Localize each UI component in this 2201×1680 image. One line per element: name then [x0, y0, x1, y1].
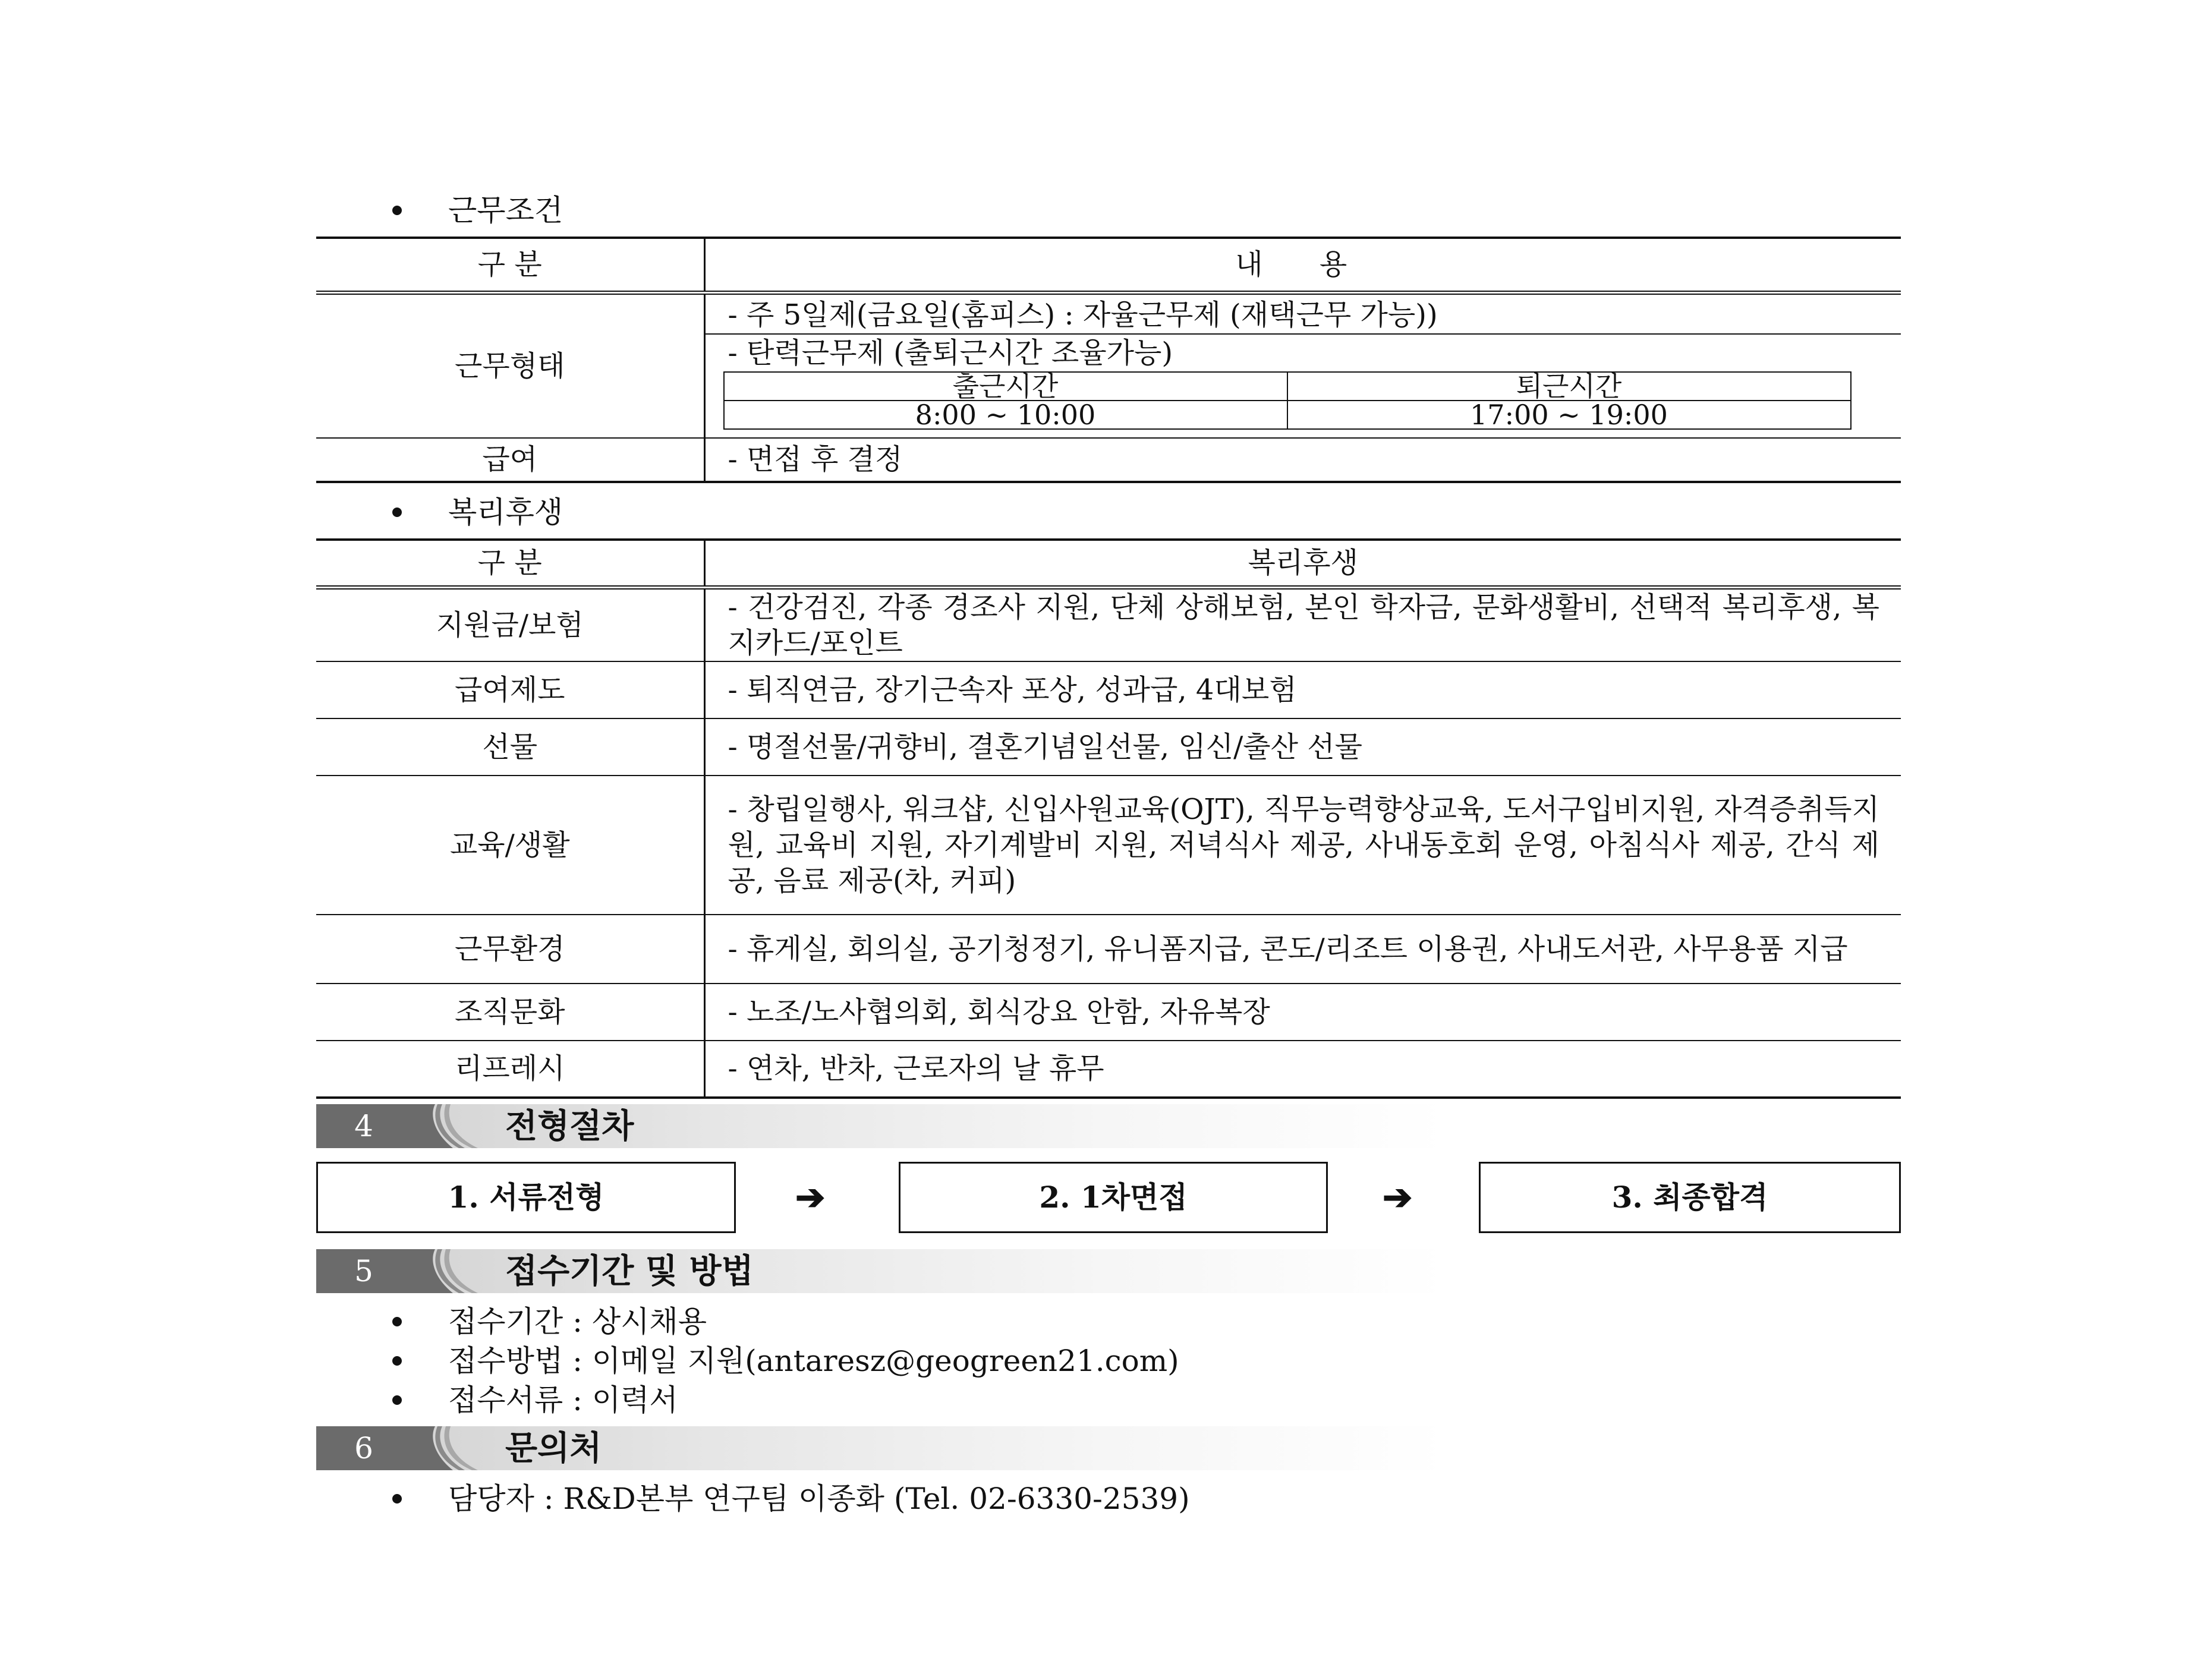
salary-label: 급여 [316, 438, 704, 482]
section-4-title: 전형절차 [505, 1107, 634, 1146]
bullet-icon [392, 1395, 402, 1405]
benefit-label-gift: 선물 [316, 718, 704, 776]
benefits-heading: 복리후생 [392, 494, 563, 530]
salary-value: - 면접 후 결정 [704, 438, 1901, 482]
bullet-icon [392, 206, 402, 215]
work-header-content: 내 용 [704, 238, 1901, 292]
bullet-icon [392, 1494, 402, 1504]
hours-in-value: 8:00 ~ 10:00 [724, 401, 1287, 429]
section-4-number: 4 [316, 1104, 411, 1148]
benefit-value-education: - 창립일행사, 워크샵, 신입사원교육(OJT), 직무능력향상교육, 도서구입비지원, 자격증취득지원, 교육비 지원, 자기계발비 지원, 저녁식사 제공, 사내동호회 운영, 아침식사 제공, 간식 제공, 음료 제공(차, 커피) [704, 776, 1901, 915]
apply-documents: 접수서류 : 이력서 [392, 1382, 678, 1418]
benefits-table [316, 538, 1901, 1099]
work-type-content [704, 292, 1901, 438]
step-first-interview: 2. 1차면접 [899, 1162, 1328, 1233]
section-6-header [316, 1426, 1446, 1470]
step-document-screening: 1. 서류전형 [316, 1162, 736, 1233]
hours-in-label: 출근시간 [724, 372, 1287, 401]
apply-period: 접수기간 : 상시채용 [392, 1304, 707, 1339]
benefit-label-support: 지원금/보험 [316, 587, 704, 661]
section-6-title: 문의처 [505, 1429, 602, 1468]
bullet-icon [392, 1317, 402, 1326]
benefit-value-pay: - 퇴직연금, 장기근속자 포상, 성과급, 4대보험 [704, 661, 1901, 718]
work-conditions-table [316, 237, 1901, 483]
benefit-label-pay: 급여제도 [316, 661, 704, 718]
benefits-header-content: 복리후생 [704, 540, 1901, 587]
section-swoosh-icon [411, 1104, 500, 1148]
work-conditions-heading: 근무조건 [392, 193, 563, 228]
section-swoosh-icon [411, 1426, 500, 1470]
hours-table [723, 371, 1852, 430]
benefit-value-support: - 건강검진, 각종 경조사 지원, 단체 상해보험, 본인 학자금, 문화생활비, 선택적 복리후생, 복지카드/포인트 [704, 587, 1901, 661]
benefits-header-category: 구 분 [316, 540, 704, 587]
benefit-value-refresh: - 연차, 반차, 근로자의 날 휴무 [704, 1041, 1901, 1098]
step-final-pass: 3. 최종합격 [1479, 1162, 1901, 1233]
work-header-category: 구 분 [316, 238, 704, 292]
work-type-line1: - 주 5일제(금요일(홈피스) : 자율근무제 (재택근무 가능)) [706, 297, 1901, 335]
benefit-label-education: 교육/생활 [316, 776, 704, 915]
benefit-value-environment: - 휴게실, 회의실, 공기청정기, 유니폼지급, 콘도/리조트 이용권, 사내도서관, 사무용품 지급 [704, 915, 1901, 984]
bullet-icon [392, 508, 402, 517]
section-4-header [316, 1104, 1446, 1148]
benefit-label-culture: 조직문화 [316, 984, 704, 1041]
benefit-value-gift: - 명절선물/귀향비, 결혼기념일선물, 임신/출산 선물 [704, 718, 1901, 776]
arrow-icon: ➔ [1383, 1177, 1413, 1218]
section-6-number: 6 [316, 1426, 411, 1470]
hours-out-value: 17:00 ~ 19:00 [1287, 401, 1851, 429]
hours-out-label: 퇴근시간 [1287, 372, 1851, 401]
contact-person: 담당자 : R&D본부 연구팀 이종화 (Tel. 02-6330-2539) [392, 1481, 1190, 1517]
work-type-label: 근무형태 [316, 292, 704, 438]
work-type-line2: - 탄력근무제 (출퇴근시간 조율가능) [728, 336, 1173, 370]
benefit-value-culture: - 노조/노사협의회, 회식강요 안함, 자유복장 [704, 984, 1901, 1041]
apply-method: 접수방법 : 이메일 지원(antaresz@geogreen21.com) [392, 1343, 1179, 1379]
section-swoosh-icon [411, 1249, 500, 1293]
section-5-number: 5 [316, 1249, 411, 1293]
benefit-label-refresh: 리프레시 [316, 1041, 704, 1098]
benefit-label-environment: 근무환경 [316, 915, 704, 984]
section-5-header [316, 1249, 1446, 1293]
arrow-icon: ➔ [795, 1177, 826, 1218]
bullet-icon [392, 1356, 402, 1366]
section-5-title: 접수기간 및 방법 [505, 1252, 754, 1291]
